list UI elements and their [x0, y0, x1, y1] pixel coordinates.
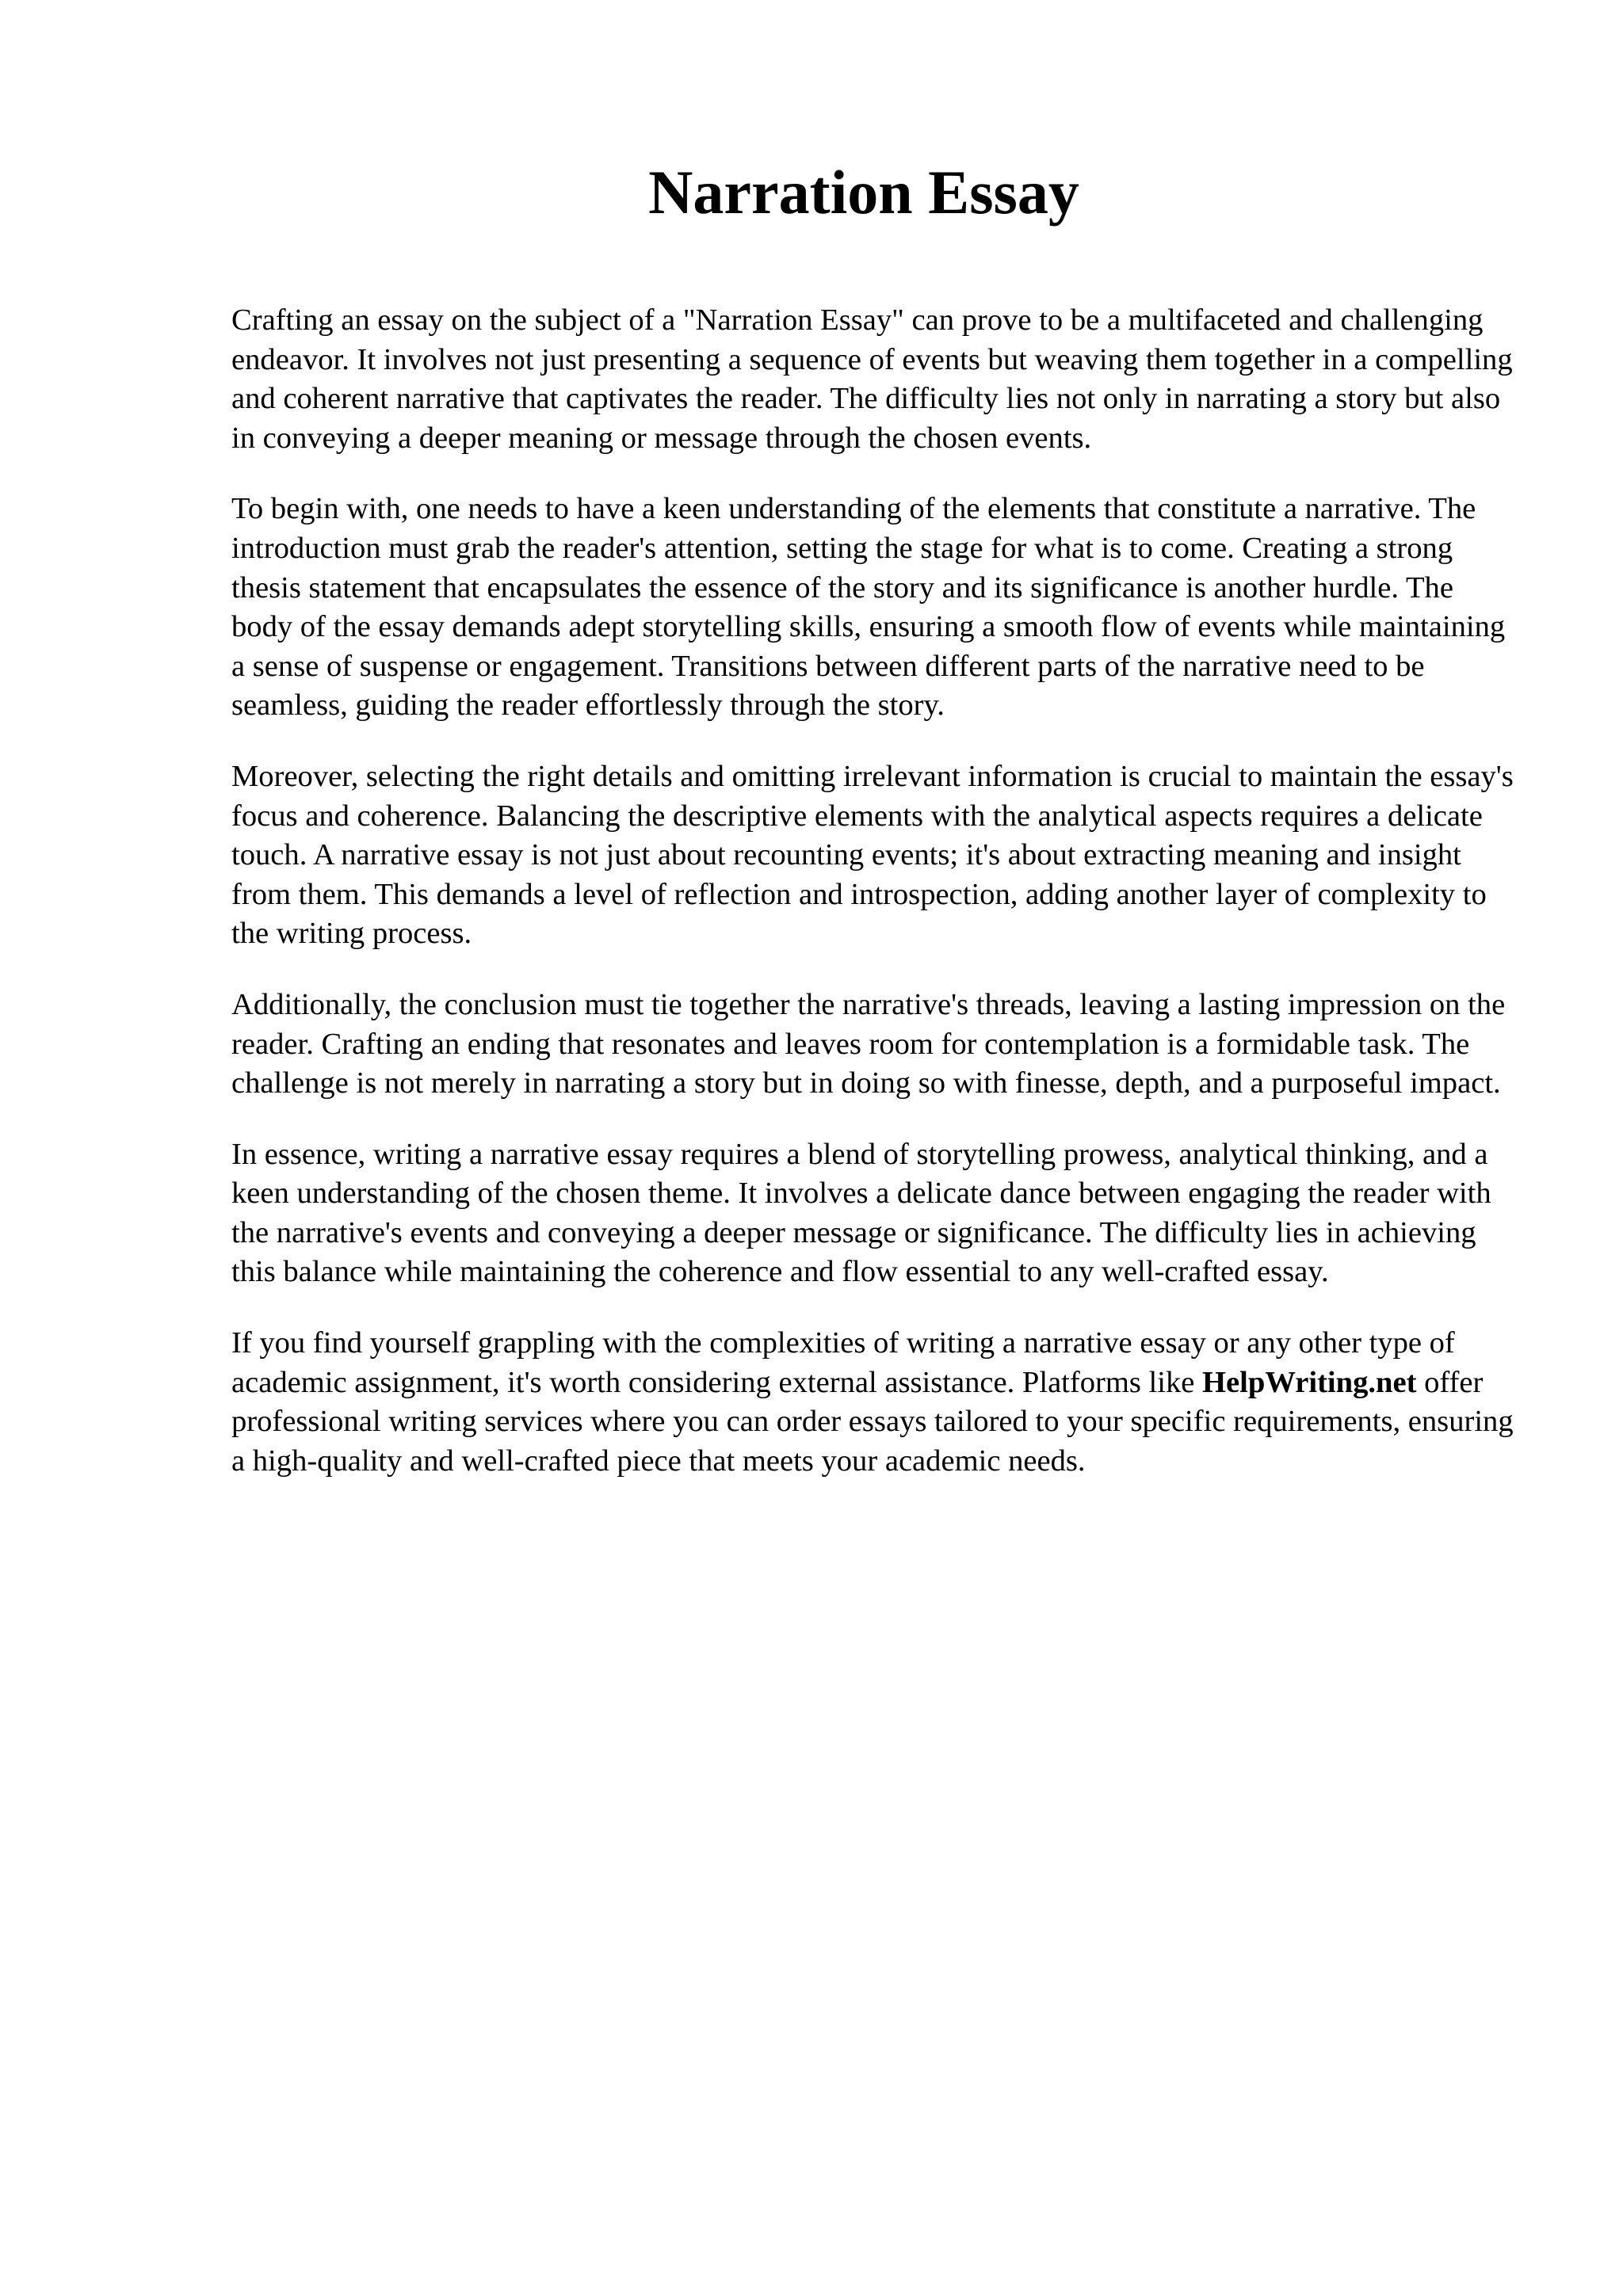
page-title: Narration Essay	[648, 158, 1079, 227]
brand-name: HelpWriting.net	[1202, 1365, 1417, 1399]
paragraph-6-outro: offer professional writing services where you can order essays tailored to your specific requirements, ensuring a high-quality and well-crafted piece that meets your academic needs.	[231, 1365, 1514, 1478]
paragraph-2: To begin with, one needs to have a keen understanding of the elements that constitute a narrative. The introduction must grab the reader's attention, setting the stage for what is to come. Creating a strong thesis statement that encapsulates the essence of the story and its significance is another hurdle. The body of the essay demands adept storytelling skills, ensuring a smooth flow of events while maintaining a sense of suspense or engagement. Transitions between different parts of the narrative need to be seamless, guiding the reader effortlessly through the story.	[231, 492, 1506, 723]
paragraph-6	[231, 1324, 1519, 1481]
paragraph-3: Moreover, selecting the right details and omitting irrelevant information is crucial to maintain the essay's focus and coherence. Balancing the descriptive elements with the analytical aspects requires a delicate touch. A narrative essay is not just about recounting events; it's about extracting meaning and insight from them. This demands a level of reflection and introspection, adding another layer of complexity to the writing process.	[231, 759, 1514, 951]
paragraph-6-intro: If you find yourself grappling with the complexities of writing a narrative essay or any other type of academic assignment, it's worth considering external assistance. Platforms like	[231, 1326, 1455, 1399]
paragraph-5: In essence, writing a narrative essay requires a blend of storytelling prowess, analytical thinking, and a keen understanding of the chosen theme. It involves a delicate dance between engaging the reader with the narrative's events and conveying a deeper message or significance. The difficulty lies in achieving this balance while maintaining the coherence and flow essential to any well-crafted essay.	[231, 1137, 1491, 1289]
essay-body	[231, 301, 1519, 1512]
paragraph-1: Crafting an essay on the subject of a "Narration Essay" can prove to be a multifaceted and challenging endeavor. It involves not just presenting a sequence of events but weaving them together in a compelling and coherent narrative that captivates the reader. The difficulty lies not only in narrating a story but also in conveying a deeper meaning or message through the chosen events.	[231, 303, 1513, 455]
paragraph-4: Additionally, the conclusion must tie together the narrative's threads, leaving a lasting impression on the reader. Crafting an ending that resonates and leaves room for contemplation is a formidable task. The challenge is not merely in narrating a story but in doing so with finesse, depth, and a purposeful impact.	[231, 987, 1506, 1100]
